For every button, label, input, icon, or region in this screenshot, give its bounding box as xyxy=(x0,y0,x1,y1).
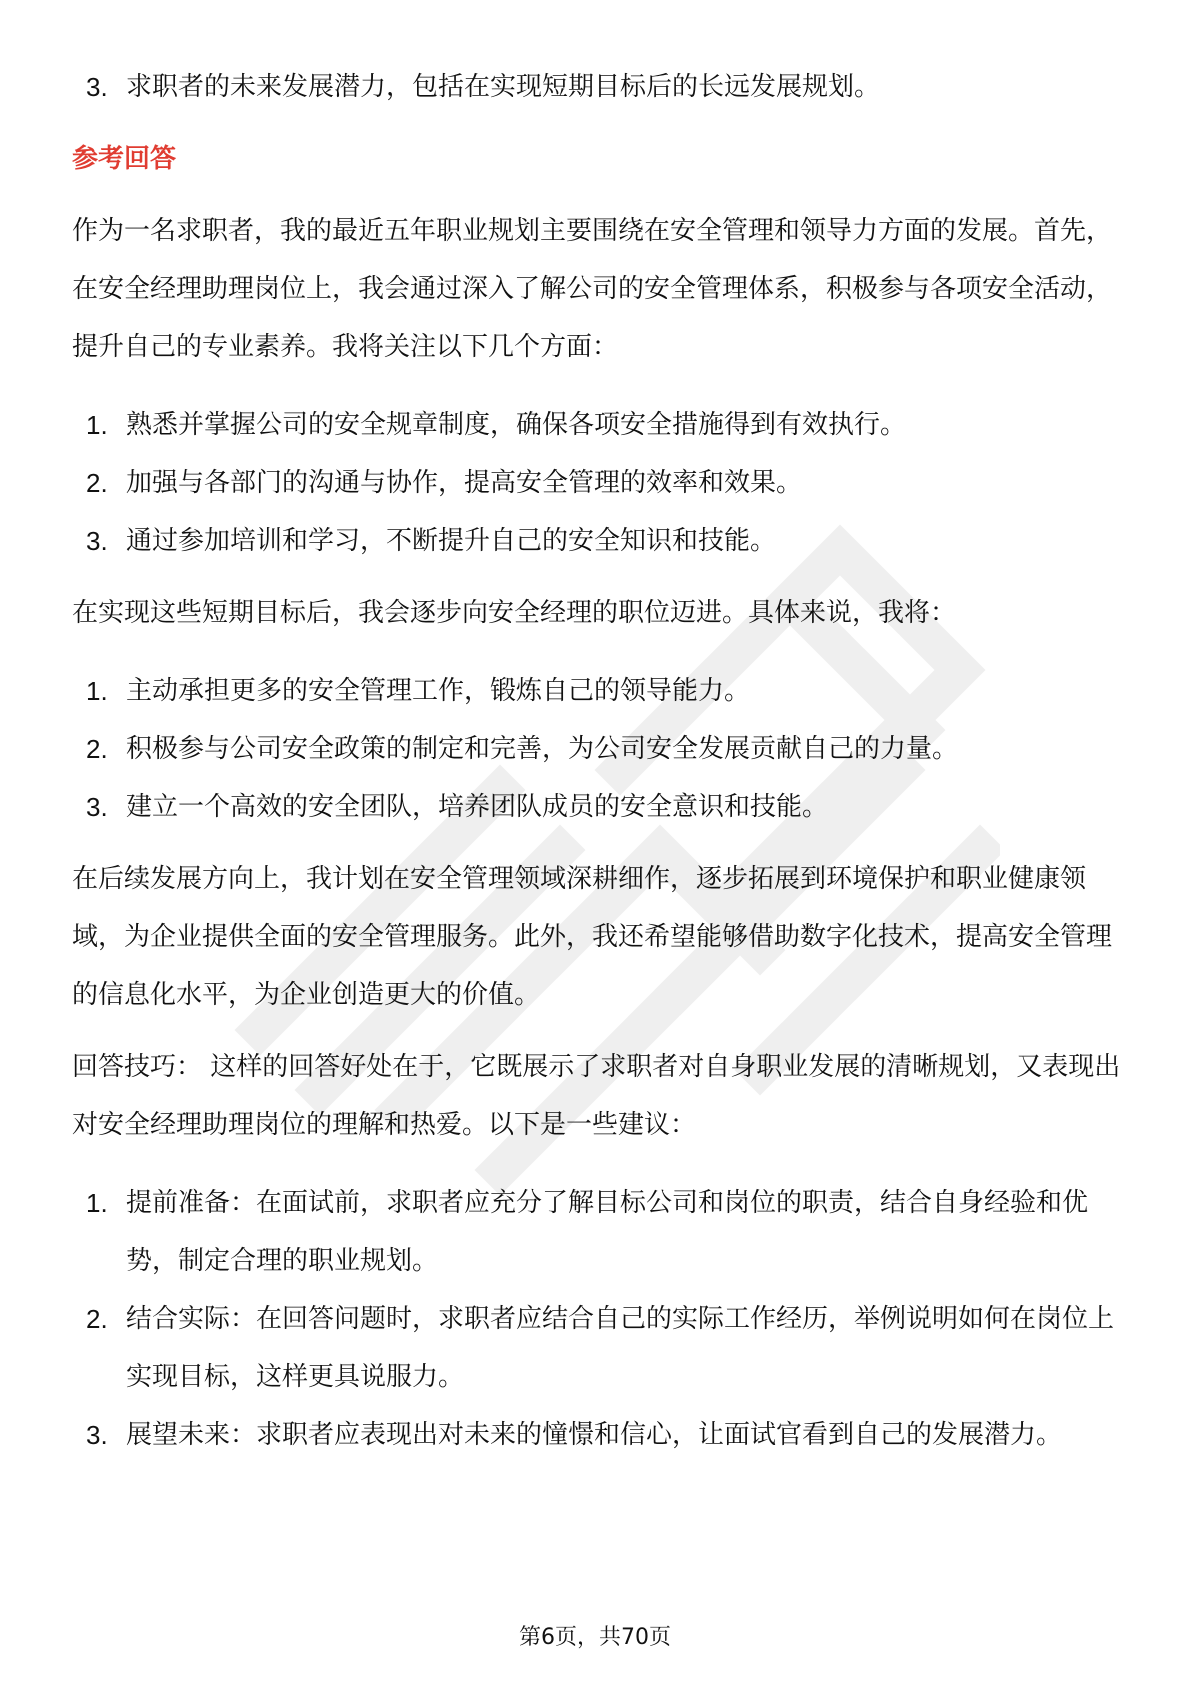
list-item xyxy=(72,454,1122,512)
list-text: 求职者的未来发展潜力，包括在实现短期目标后的长远发展规划。 xyxy=(126,72,881,102)
future-paragraph: 在后续发展方向上，我计划在安全管理领域深耕细作，逐步拓展到环境保护和职业健康领域，为企业提供全面的安全管理服务。此外，我还希望能够借助数字化技术，提高安全管理的信息化水平，为企业创造更大的价值。 xyxy=(72,864,1113,1010)
list-text: 提前准备：在面试前，求职者应充分了解目标公司和岗位的职责，结合自身经验和优势，制定合理的职业规划。 xyxy=(126,1188,1089,1276)
list-number: 2. xyxy=(86,734,108,764)
page-content xyxy=(72,58,1122,1464)
intro-paragraph: 作为一名求职者，我的最近五年职业规划主要围绕在安全管理和领导力方面的发展。首先，在安全经理助理岗位上，我会通过深入了解公司的安全管理体系，积极参与各项安全活动，提升自己的专业素养。我将关注以下几个方面： xyxy=(72,216,1113,362)
list-text: 熟悉并掌握公司的安全规章制度，确保各项安全措施得到有效执行。 xyxy=(126,410,907,440)
list-text: 结合实际：在回答问题时，求职者应结合自己的实际工作经历，举例说明如何在岗位上实现目标，这样更具说服力。 xyxy=(126,1304,1115,1392)
tips-paragraph: 回答技巧： 这样的回答好处在于，它既展示了求职者对自身职业发展的清晰规划，又表现出对安全经理助理岗位的理解和热爱。以下是一些建议： xyxy=(72,1052,1121,1140)
page-footer: 第6页，共70页 xyxy=(519,1625,671,1650)
list-number: 2. xyxy=(86,468,108,498)
list-item xyxy=(72,662,1122,720)
list-number: 3. xyxy=(86,1420,108,1450)
list-text: 通过参加培训和学习，不断提升自己的安全知识和技能。 xyxy=(126,526,777,556)
list-text: 主动承担更多的安全管理工作，锻炼自己的领导能力。 xyxy=(126,676,751,706)
list-item xyxy=(72,396,1122,454)
list-text: 积极参与公司安全政策的制定和完善，为公司安全发展贡献自己的力量。 xyxy=(126,734,959,764)
short-term-goals-list xyxy=(72,396,1122,570)
section-title: 参考回答 xyxy=(72,144,177,174)
tips-list xyxy=(72,1174,1122,1464)
list-number: 1. xyxy=(86,1188,108,1218)
list-number: 2. xyxy=(86,1304,108,1334)
list-number: 3. xyxy=(86,72,108,102)
list-number: 1. xyxy=(86,410,108,440)
list-number: 1. xyxy=(86,676,108,706)
list-item xyxy=(72,720,1122,778)
list-number: 3. xyxy=(86,526,108,556)
question-list-tail xyxy=(72,58,1122,116)
list-item xyxy=(72,778,1122,836)
list-item xyxy=(72,1290,1122,1406)
list-text: 建立一个高效的安全团队，培养团队成员的安全意识和技能。 xyxy=(126,792,829,822)
manager-goals-list xyxy=(72,662,1122,836)
list-text: 展望未来：求职者应表现出对未来的憧憬和信心，让面试官看到自己的发展潜力。 xyxy=(126,1420,1063,1450)
list-item xyxy=(72,1406,1122,1464)
list-item xyxy=(72,512,1122,570)
list-number: 3. xyxy=(86,792,108,822)
list-item xyxy=(72,1174,1122,1290)
list-item xyxy=(72,58,1122,116)
mid-paragraph: 在实现这些短期目标后，我会逐步向安全经理的职位迈进。具体来说，我将： xyxy=(72,598,957,628)
list-text: 加强与各部门的沟通与协作，提高安全管理的效率和效果。 xyxy=(126,468,803,498)
